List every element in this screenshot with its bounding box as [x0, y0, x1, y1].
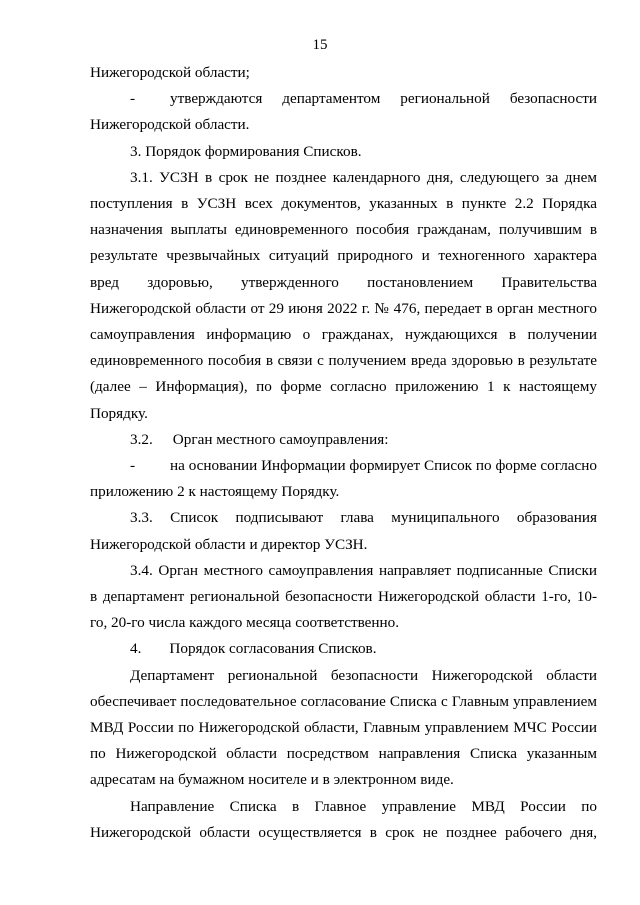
paragraph-3-3: 3.3. Список подписывают глава муниципального образования: [130, 509, 597, 527]
paragraph-3-1: 3.1. УСЗН в срок не позднее календарного дня, следующего за днем поступления в УСЗН всех документов, указанных в пункте 2.2 Порядка назначения выплаты единовременного пособия гражданам, получившим в результате чрезвычайных ситуаций природного и техногенного характера вред здоровью, утвержденного постановлением Правительства Нижегородской области от 29 июня 2022 г. № 476, передает в орган местного самоуправления информацию о гражданах, нуждающихся в получении единовременного пособия в связи с получением вреда здоровью в результате (далее – Информация), по форме согласно приложению 1 к настоящему Порядку.: [90, 168, 597, 422]
document-body: [90, 60, 597, 846]
section-4-number: 4.: [130, 640, 142, 658]
list-item-3-2: [90, 453, 597, 479]
paragraph-3-3-continuation: Нижегородской области и директор УСЗН.: [90, 535, 368, 553]
list-item-3-2-continuation: приложению 2 к настоящему Порядку.: [90, 483, 340, 501]
section-3-heading: 3. Порядок формирования Списков.: [130, 142, 362, 160]
list-item-3-2-text: на основании Информации формирует Список по форме согласно: [170, 457, 597, 475]
section-4-title: Порядок согласования Списков.: [169, 640, 377, 658]
paragraph-3-2: [90, 427, 597, 453]
list-dash: -: [130, 90, 136, 108]
paragraph-3-4: 3.4. Орган местного самоуправления направляет подписанные Списки в департамент региональной безопасности Нижегородской области 1-го, 10-го, 20-го числа каждого месяца соответственно.: [90, 561, 597, 632]
paragraph-region-name: Нижегородской области.: [90, 116, 250, 134]
list-item-approval-text: утверждаются департаментом региональной безопасности: [170, 90, 597, 108]
paragraph-3-2-text: Орган местного самоуправления:: [172, 430, 389, 448]
paragraph-4-1: Департамент региональной безопасности Нижегородской области обеспечивает последовательное согласование Списка с Главным управлением МВД России по Нижегородской области, Главным управлением МЧС России по Нижегородской области посредством направления Списка указанным адресатам на бумажном носителе и в электронном виде.: [90, 666, 597, 789]
page-number: 15: [312, 37, 328, 53]
list-dash: -: [130, 457, 136, 475]
list-item-approval: [90, 86, 597, 112]
paragraph-3-2-number: 3.2.: [130, 430, 153, 448]
section-4-heading: [90, 636, 597, 662]
paragraph-region-continuation: Нижегородской области;: [90, 64, 250, 81]
paragraph-4-2: Направление Списка в Главное управление МВД России по Нижегородской области осуществляется в срок не позднее рабочего дня,: [90, 797, 597, 841]
